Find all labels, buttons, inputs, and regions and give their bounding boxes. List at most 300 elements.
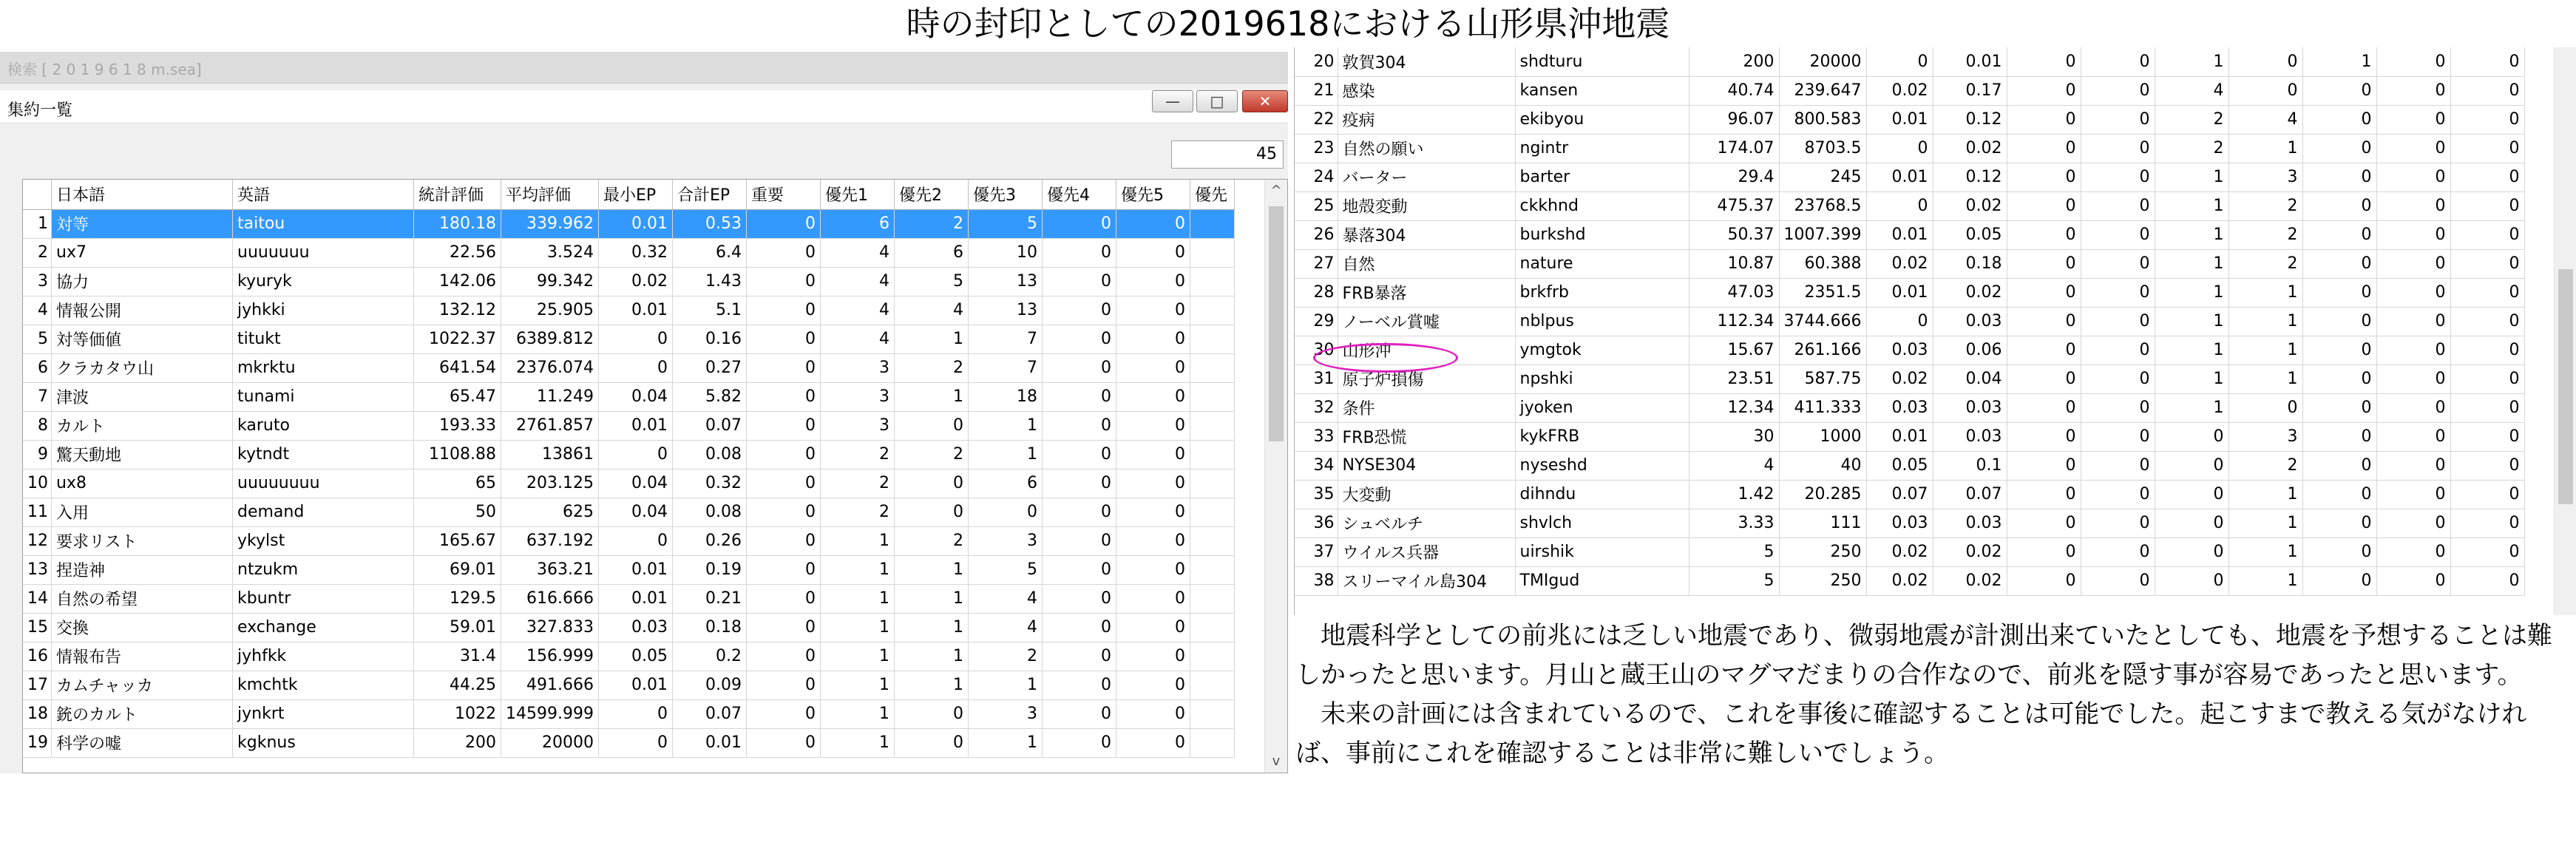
- table-cell: 0: [1866, 134, 1933, 163]
- column-header[interactable]: 重要: [746, 180, 820, 209]
- table-cell: 0.01: [1866, 163, 1933, 191]
- table-cell: 180.18: [414, 209, 501, 238]
- table-cell: 0.2: [672, 642, 746, 671]
- table-cell: 31.4: [414, 642, 501, 671]
- table-cell: 0: [1042, 267, 1116, 296]
- table-cell: 129.5: [414, 584, 501, 613]
- table-cell: 2: [820, 440, 894, 469]
- table-cell: kyuryk: [233, 267, 414, 296]
- table-row[interactable]: [1295, 566, 2524, 595]
- table-row[interactable]: [23, 671, 1234, 699]
- left-data-grid[interactable]: [22, 179, 1288, 773]
- table-cell: 0: [2450, 566, 2524, 595]
- table-cell: 13: [968, 267, 1042, 296]
- table-cell: 0: [1042, 584, 1116, 613]
- table-row[interactable]: [23, 325, 1234, 353]
- table-row[interactable]: [23, 498, 1234, 526]
- table-cell: ykylst: [233, 526, 414, 555]
- table-row[interactable]: [1295, 220, 2524, 249]
- table-cell: 0.02: [1933, 566, 2007, 595]
- table-cell: 0: [2007, 364, 2081, 393]
- table-cell: 0: [2081, 422, 2155, 451]
- table-row[interactable]: [1295, 278, 2524, 307]
- table-cell: 0: [894, 498, 968, 526]
- table-row[interactable]: [23, 267, 1234, 296]
- row-number: 32: [1295, 393, 1338, 422]
- table-cell: 13861: [501, 440, 599, 469]
- row-number: 9: [23, 440, 52, 469]
- table-cell: 2376.074: [501, 353, 599, 382]
- table-cell: 0: [2450, 451, 2524, 480]
- table-cell: 0: [2376, 47, 2450, 76]
- scroll-down-arrow-icon[interactable]: v: [1272, 753, 1281, 769]
- table-cell: nature: [1515, 249, 1689, 278]
- table-cell: 0: [2007, 336, 2081, 364]
- table-cell: 3: [820, 411, 894, 440]
- table-cell: 7: [968, 353, 1042, 382]
- table-cell: 0: [2302, 220, 2376, 249]
- table-cell: 0: [2376, 134, 2450, 163]
- table-cell: 6389.812: [501, 325, 599, 353]
- row-number: 29: [1295, 307, 1338, 336]
- table-cell: 0.01: [1866, 220, 1933, 249]
- row-number: 28: [1295, 278, 1338, 307]
- table-cell: 0: [2450, 537, 2524, 566]
- row-number: 22: [1295, 105, 1338, 134]
- table-cell: 0: [746, 642, 820, 671]
- table-cell: 0: [2450, 76, 2524, 105]
- table-cell: [1190, 469, 1234, 498]
- table-cell: 5.82: [672, 382, 746, 411]
- table-cell: 2: [2228, 249, 2302, 278]
- table-cell: 111: [1779, 509, 1866, 537]
- table-cell: [1190, 699, 1234, 728]
- table-cell: 0: [2302, 105, 2376, 134]
- table-cell: 0: [1042, 209, 1116, 238]
- table-cell: 637.192: [501, 526, 599, 555]
- table-cell: 1: [820, 699, 894, 728]
- table-cell: 0: [894, 699, 968, 728]
- table-row[interactable]: [23, 209, 1234, 238]
- table-cell: 0: [2450, 278, 2524, 307]
- table-cell: 0: [1042, 469, 1116, 498]
- table-cell: 1: [2228, 480, 2302, 509]
- table-cell: dihndu: [1515, 480, 1689, 509]
- table-cell: 60.388: [1779, 249, 1866, 278]
- table-cell: 0.01: [598, 555, 672, 584]
- table-cell: 0: [2450, 47, 2524, 76]
- table-cell: 23.51: [1689, 364, 1779, 393]
- table-cell: クラカタウ山: [52, 353, 233, 382]
- maximize-button[interactable]: [1196, 90, 1238, 112]
- table-row[interactable]: [23, 526, 1234, 555]
- column-header[interactable]: 統計評価: [414, 180, 501, 209]
- row-number: 11: [23, 498, 52, 526]
- table-cell: 0: [1042, 613, 1116, 642]
- table-cell: 0.07: [672, 411, 746, 440]
- table-cell: 5: [968, 555, 1042, 584]
- table-row[interactable]: [1295, 364, 2524, 393]
- table-cell: demand: [233, 498, 414, 526]
- table-cell: [1190, 267, 1234, 296]
- table-cell: 0: [1042, 411, 1116, 440]
- column-header[interactable]: 優先3: [968, 180, 1042, 209]
- table-cell: 0: [1116, 209, 1190, 238]
- table-cell: 0: [2007, 422, 2081, 451]
- table-cell: 0: [2376, 336, 2450, 364]
- table-cell: 174.07: [1689, 134, 1779, 163]
- table-cell: 65.47: [414, 382, 501, 411]
- table-cell: 2: [968, 642, 1042, 671]
- table-cell: 0: [2007, 566, 2081, 595]
- table-cell: 0: [2007, 105, 2081, 134]
- table-cell: 1: [894, 325, 968, 353]
- table-cell: 20.285: [1779, 480, 1866, 509]
- table-cell: 193.33: [414, 411, 501, 440]
- search-bar[interactable]: [0, 52, 1288, 84]
- table-cell: 敦賀304: [1338, 47, 1515, 76]
- table-cell: 0: [1866, 47, 1933, 76]
- table-cell: 4: [2228, 105, 2302, 134]
- table-cell: 2: [894, 526, 968, 555]
- table-cell: 1: [820, 613, 894, 642]
- table-cell: 0.03: [598, 613, 672, 642]
- table-cell: 4: [820, 296, 894, 325]
- table-cell: 1: [968, 728, 1042, 757]
- table-cell: 96.07: [1689, 105, 1779, 134]
- table-cell: 0: [2450, 422, 2524, 451]
- table-cell: uuuuuuuu: [233, 469, 414, 498]
- commentary-paragraph-2: 未来の計画には含まれているので、これを事後に確認することは可能でした。起こすまで教える気がなければ、事前にこれを確認することは非常に難しいでしょう。: [1295, 699, 2527, 768]
- table-cell: 0.03: [1866, 509, 1933, 537]
- table-cell: 0: [1042, 728, 1116, 757]
- table-row[interactable]: [23, 699, 1234, 728]
- right-data-grid[interactable]: [1294, 47, 2576, 615]
- table-cell: 疫病: [1338, 105, 1515, 134]
- row-number: 13: [23, 555, 52, 584]
- table-cell: 0.03: [1866, 393, 1933, 422]
- row-number: 4: [23, 296, 52, 325]
- close-button[interactable]: [1242, 90, 1288, 112]
- table-cell: 0.08: [672, 498, 746, 526]
- close-icon: ✕: [1258, 92, 1272, 110]
- table-cell: 5.1: [672, 296, 746, 325]
- table-cell: 6: [894, 238, 968, 267]
- table-cell: tunami: [233, 382, 414, 411]
- table-row[interactable]: [1295, 537, 2524, 566]
- table-cell: 156.999: [501, 642, 599, 671]
- table-cell: 3: [968, 699, 1042, 728]
- table-cell: 0.02: [1933, 191, 2007, 220]
- table-cell: 0.06: [1933, 336, 2007, 364]
- table-row[interactable]: [1295, 249, 2524, 278]
- table-cell: 0: [2376, 393, 2450, 422]
- table-cell: 0: [1042, 353, 1116, 382]
- table-cell: mkrktu: [233, 353, 414, 382]
- minimize-button[interactable]: [1152, 90, 1193, 112]
- table-cell: 1: [2155, 249, 2228, 278]
- table-row[interactable]: [23, 469, 1234, 498]
- table-cell: 47.03: [1689, 278, 1779, 307]
- row-number: 20: [1295, 47, 1338, 76]
- table-cell: 0.02: [598, 267, 672, 296]
- table-cell: 山形沖: [1338, 336, 1515, 364]
- table-cell: ckkhnd: [1515, 191, 1689, 220]
- table-cell: 0: [1866, 307, 1933, 336]
- table-cell: 0.07: [1933, 480, 2007, 509]
- table-cell: 要求リスト: [52, 526, 233, 555]
- table-row[interactable]: [1295, 422, 2524, 451]
- search-bar-text: 検索 [ 2 0 1 9 6 1 8 m.sea]: [7, 61, 202, 78]
- table-cell: 0.01: [1866, 105, 1933, 134]
- table-cell: 44.25: [414, 671, 501, 699]
- row-number: 19: [23, 728, 52, 757]
- table-row[interactable]: [1295, 307, 2524, 336]
- table-cell: 0: [746, 584, 820, 613]
- table-cell: 0: [2302, 364, 2376, 393]
- table-cell: 2351.5: [1779, 278, 1866, 307]
- table-cell: taitou: [233, 209, 414, 238]
- header-corner: [23, 180, 52, 209]
- table-cell: exchange: [233, 613, 414, 642]
- table-cell: 1: [968, 440, 1042, 469]
- table-cell: 1: [2155, 220, 2228, 249]
- table-row[interactable]: [1295, 163, 2524, 191]
- scroll-thumb[interactable]: [1269, 206, 1284, 441]
- right-vertical-scrollbar[interactable]: [2554, 47, 2576, 615]
- table-cell: 0: [1042, 325, 1116, 353]
- right-table: [1295, 47, 2525, 596]
- table-cell: 0: [1116, 325, 1190, 353]
- row-number: 23: [1295, 134, 1338, 163]
- row-number: 8: [23, 411, 52, 440]
- table-cell: 641.54: [414, 353, 501, 382]
- table-cell: 0: [1042, 238, 1116, 267]
- table-cell: shvlch: [1515, 509, 1689, 537]
- table-cell: 0: [2376, 307, 2450, 336]
- table-cell: 411.333: [1779, 393, 1866, 422]
- table-cell: 入用: [52, 498, 233, 526]
- table-cell: 0: [1042, 526, 1116, 555]
- table-row[interactable]: [1295, 47, 2524, 76]
- table-row[interactable]: [23, 555, 1234, 584]
- row-number: 30: [1295, 336, 1338, 364]
- table-cell: 0: [746, 728, 820, 757]
- table-cell: 0: [2302, 76, 2376, 105]
- column-header[interactable]: 最小EP: [598, 180, 672, 209]
- table-cell: 1: [894, 584, 968, 613]
- column-header[interactable]: 優先2: [894, 180, 968, 209]
- table-cell: 0.01: [598, 584, 672, 613]
- table-cell: 0: [2450, 393, 2524, 422]
- table-cell: 0: [2376, 537, 2450, 566]
- column-header[interactable]: 優先5: [1116, 180, 1190, 209]
- table-cell: 4: [894, 296, 968, 325]
- table-cell: 0: [2376, 105, 2450, 134]
- table-cell: 0: [2450, 220, 2524, 249]
- table-cell: 0.02: [1933, 537, 2007, 566]
- table-cell: 0: [2376, 191, 2450, 220]
- table-row[interactable]: [1295, 393, 2524, 422]
- table-cell: ノーベル賞嘘: [1338, 307, 1515, 336]
- row-number: 25: [1295, 191, 1338, 220]
- table-cell: 0: [598, 353, 672, 382]
- commentary-paragraph-1: 地震科学としての前兆には乏しい地震であり、微弱地震が計測出来ていたとしても、地震を予想することは難しかったと思います。月山と蔵王山のマグマだまりの合作なので、前兆を隠す事が容易であったと思います。: [1295, 621, 2552, 690]
- table-cell: 0.01: [1933, 47, 2007, 76]
- table-cell: FRB暴落: [1338, 278, 1515, 307]
- table-cell: 363.21: [501, 555, 599, 584]
- table-cell: 1: [2228, 509, 2302, 537]
- table-row[interactable]: [1295, 480, 2524, 509]
- table-cell: 4: [968, 613, 1042, 642]
- table-cell: 4: [820, 267, 894, 296]
- scroll-thumb[interactable]: [2558, 269, 2573, 504]
- table-cell: 0: [1116, 411, 1190, 440]
- table-cell: 4: [2155, 76, 2228, 105]
- table-cell: 0: [746, 325, 820, 353]
- table-row[interactable]: [1295, 105, 2524, 134]
- table-cell: 6: [968, 469, 1042, 498]
- table-cell: FRB恐慌: [1338, 422, 1515, 451]
- table-cell: ymgtok: [1515, 336, 1689, 364]
- table-cell: 0: [1042, 671, 1116, 699]
- table-cell: 0: [2007, 451, 2081, 480]
- column-header[interactable]: 英語: [233, 180, 414, 209]
- table-cell: 0: [2081, 480, 2155, 509]
- table-cell: 0: [2302, 480, 2376, 509]
- column-header[interactable]: 優先4: [1042, 180, 1116, 209]
- table-cell: burkshd: [1515, 220, 1689, 249]
- table-cell: 0: [1042, 699, 1116, 728]
- table-cell: 4: [820, 238, 894, 267]
- table-cell: 0: [2007, 220, 2081, 249]
- left-table: [23, 180, 1235, 758]
- table-cell: 0: [2302, 537, 2376, 566]
- table-cell: 0: [598, 699, 672, 728]
- table-row[interactable]: [23, 440, 1234, 469]
- table-cell: 0: [2155, 422, 2228, 451]
- table-cell: 0.16: [672, 325, 746, 353]
- table-cell: 1: [894, 613, 968, 642]
- table-cell: 0: [2081, 364, 2155, 393]
- table-row[interactable]: [23, 353, 1234, 382]
- table-cell: 感染: [1338, 76, 1515, 105]
- minimize-icon: —: [1165, 92, 1180, 110]
- table-cell: 条件: [1338, 393, 1515, 422]
- table-row[interactable]: [23, 728, 1234, 757]
- table-cell: 0: [2376, 364, 2450, 393]
- column-header[interactable]: 合計EP: [672, 180, 746, 209]
- table-cell: [1190, 325, 1234, 353]
- table-cell: 0: [598, 728, 672, 757]
- table-cell: 0: [1116, 296, 1190, 325]
- count-field[interactable]: 45: [1171, 140, 1284, 169]
- table-cell: 29.4: [1689, 163, 1779, 191]
- table-cell: nblpus: [1515, 307, 1689, 336]
- table-cell: ekibyou: [1515, 105, 1689, 134]
- table-cell: 25.905: [501, 296, 599, 325]
- table-row[interactable]: [23, 642, 1234, 671]
- table-row[interactable]: [23, 411, 1234, 440]
- table-cell: 0.19: [672, 555, 746, 584]
- table-cell: 1: [968, 671, 1042, 699]
- table-cell: 0: [2081, 249, 2155, 278]
- table-cell: 津波: [52, 382, 233, 411]
- table-cell: 0.27: [672, 353, 746, 382]
- row-number: 17: [23, 671, 52, 699]
- table-row[interactable]: [1295, 134, 2524, 163]
- table-cell: 驚天動地: [52, 440, 233, 469]
- table-row[interactable]: [1295, 451, 2524, 480]
- table-cell: 0: [2228, 76, 2302, 105]
- table-cell: 5: [1689, 537, 1779, 566]
- table-cell: 1: [2155, 278, 2228, 307]
- table-row[interactable]: [23, 584, 1234, 613]
- table-row[interactable]: [23, 296, 1234, 325]
- table-cell: 0.01: [1866, 422, 1933, 451]
- table-cell: 0: [2450, 509, 2524, 537]
- row-number: 26: [1295, 220, 1338, 249]
- table-row[interactable]: [1295, 509, 2524, 537]
- left-vertical-scrollbar[interactable]: [1264, 180, 1287, 773]
- table-cell: 0.02: [1866, 537, 1933, 566]
- table-cell: 0: [746, 382, 820, 411]
- column-header[interactable]: 優先: [1190, 180, 1234, 209]
- table-row[interactable]: [1295, 336, 2524, 364]
- column-header[interactable]: 日本語: [52, 180, 233, 209]
- table-cell: 200: [1689, 47, 1779, 76]
- table-cell: 0: [2081, 220, 2155, 249]
- table-cell: 1: [2155, 191, 2228, 220]
- table-row[interactable]: [23, 382, 1234, 411]
- table-cell: 20000: [1779, 47, 1866, 76]
- table-cell: 0.01: [598, 209, 672, 238]
- table-row[interactable]: [23, 238, 1234, 267]
- table-cell: 情報公開: [52, 296, 233, 325]
- table-cell: 0: [1116, 353, 1190, 382]
- table-cell: 59.01: [414, 613, 501, 642]
- commentary-text: [1295, 617, 2573, 847]
- table-cell: kbuntr: [233, 584, 414, 613]
- scroll-up-arrow-icon[interactable]: ^: [1270, 183, 1282, 198]
- table-cell: 18: [968, 382, 1042, 411]
- column-header[interactable]: 平均評価: [501, 180, 599, 209]
- table-row[interactable]: [1295, 76, 2524, 105]
- table-cell: 3: [2228, 163, 2302, 191]
- table-cell: 6: [820, 209, 894, 238]
- row-number: 37: [1295, 537, 1338, 566]
- table-row[interactable]: [1295, 191, 2524, 220]
- table-cell: 0: [746, 498, 820, 526]
- table-cell: 自然: [1338, 249, 1515, 278]
- table-cell: 261.166: [1779, 336, 1866, 364]
- table-cell: 1: [2228, 134, 2302, 163]
- table-cell: 1: [2228, 537, 2302, 566]
- table-cell: 245: [1779, 163, 1866, 191]
- table-cell: 11.249: [501, 382, 599, 411]
- table-cell: 0.01: [1866, 278, 1933, 307]
- column-header[interactable]: 優先1: [820, 180, 894, 209]
- table-cell: 0: [1116, 440, 1190, 469]
- table-cell: 0: [2302, 307, 2376, 336]
- table-cell: 0: [2081, 393, 2155, 422]
- table-row[interactable]: [23, 613, 1234, 642]
- table-cell: 0: [2081, 509, 2155, 537]
- table-cell: 30: [1689, 422, 1779, 451]
- table-cell: 1: [894, 671, 968, 699]
- table-cell: 0: [746, 440, 820, 469]
- table-cell: 0: [2155, 451, 2228, 480]
